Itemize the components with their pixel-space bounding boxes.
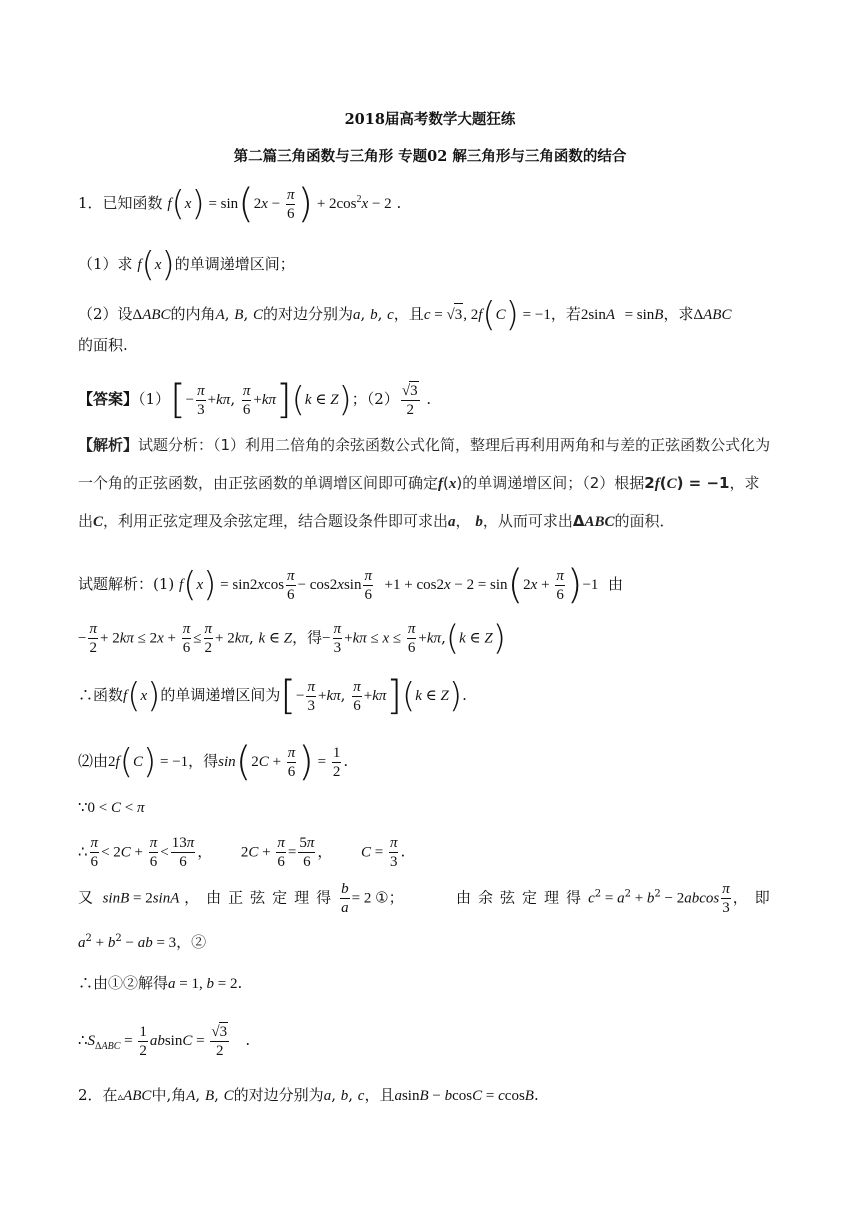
document-subtitle: 第二篇三角函数与三角形 专题02 解三角形与三角函数的结合	[233, 148, 627, 165]
answer-part-1: （1）	[138, 390, 171, 408]
solution-circle-2: ，②	[176, 933, 207, 951]
analysis-line-3: 出C，利用正弦定理及余弦定理，结合题设条件即可求出a， b，从而可求出ΔABC的面积．	[78, 512, 675, 530]
q1-prefix: （1）求	[78, 255, 133, 273]
analysis-label: 【解析】	[78, 436, 139, 454]
problem-2-text-d: ，且	[364, 1086, 395, 1104]
problem-2-text-b: 中,角	[151, 1086, 187, 1104]
solution-line-9: ∴由①②解得a = 1, b = 2.	[78, 974, 243, 992]
problem-1-question-2-end: 的面积.	[78, 336, 128, 354]
analysis-text-3b: ，利用正弦定理及余弦定理，结合题设条件即可求出	[103, 512, 449, 530]
solution-intro: 试题解析：(1)	[78, 575, 175, 593]
solution-hanshu-mid: 的单调递增区间为	[160, 686, 281, 704]
solution-line-5: ∵0 < C < π	[78, 798, 145, 816]
solution-line-3: ∴函数f(x)的单调递增区间为[− $\frac{\pi}{3}$ +kπ, $\frac{\pi}{6}$ +kπ](k ∈ Z).	[78, 673, 467, 719]
problem-1-number: 1．	[78, 194, 103, 212]
problem-2-text-c: 的对边分别为	[233, 1086, 324, 1104]
solution-you: 由	[607, 575, 623, 593]
q2-text-5: ，求	[663, 305, 694, 323]
solution-ji: ，即	[732, 888, 777, 907]
solution-yuxian: 由余弦定理得	[456, 888, 589, 907]
solution-jiede-prefix: ∴由①②解得	[78, 974, 169, 992]
solution-line-4: ⑵由2f(C) = −1，得sin(2C + $\frac{\pi}{6}$ ) = $\frac{1}{2}$ .	[78, 739, 349, 785]
answer-label: 【答案】	[78, 390, 139, 408]
problem-2-statement: 2．在▵ABC中,角A, B, C的对边分别为a, b, c，且asinB − bcosC = ccosB.	[78, 1086, 539, 1104]
solution-line-7: 又 sinB = 2sinA ，由正弦定理得 $\frac{b}{a}$ = 2 ①； 由余弦定理得$c^2 = a^2 + b^2 - 2abcos$ $\frac{\pi}{3}$ ，即	[78, 881, 777, 916]
solution-part2-mid: ，得	[188, 752, 219, 770]
solution-part2-prefix: ⑵由	[78, 752, 109, 770]
analysis-line-2: 一个角的正弦函数，由正弦函数的单调增区间即可确定f(x)的单调递增区间；（2）根据2f(C) = −1，求	[78, 474, 760, 492]
answer-part-2: ；（2）	[351, 390, 399, 408]
solution-zhengxian: ，由正弦定理得	[184, 888, 339, 907]
problem-1-question-2: （2）设ΔABC的内角A, B, C的对边分别为a, b, c，且c = √3, 2f(C) = −1，若2sinA = sinB，求ΔABC	[78, 295, 732, 335]
q2-text-4: ，若	[550, 305, 581, 323]
analysis-text-3d: 的面积．	[614, 512, 675, 530]
analysis-text-2c: ，求	[729, 474, 760, 492]
problem-2-text-a: 在	[102, 1086, 118, 1104]
answer-line: 【答案】（1）[− $\frac{\pi}{3}$ +kπ, $\frac{\pi}{6}$ +kπ](k ∈ Z)；（2） $\frac{√3}{2}$ .	[78, 377, 432, 423]
q2-prefix: （2）设	[78, 305, 133, 323]
q2-text-2: 的对边分别为	[263, 305, 354, 323]
solution-circle-1: ①；	[375, 888, 404, 907]
problem-2-number: 2．	[78, 1086, 103, 1104]
solution-de: ，得	[292, 628, 323, 647]
document-title: 2018届高考数学大题狂练	[344, 111, 516, 128]
problem-1-text: 已知函数	[102, 194, 163, 212]
analysis-text-3c: ，从而可求出	[482, 512, 573, 530]
solution-period: .	[237, 974, 243, 992]
solution-hanshu-prefix: ∴函数	[78, 686, 124, 704]
q2-text-1: 的内角	[170, 305, 216, 323]
therefore-symbol: ∴	[78, 842, 88, 861]
solution-line-10: $\therefore S_{\Delta ABC}$ = $\frac{1}{2}$ absinC = $\frac{√3}{2}$ .	[78, 1023, 251, 1059]
analysis-text-2a: 一个角的正弦函数，由正弦函数的单调增区间即可确定	[78, 474, 439, 492]
because-symbol: ∵	[78, 798, 88, 816]
analysis-text-2b: 的单调递增区间；（2）根据	[462, 474, 645, 492]
solution-you2: 又	[78, 888, 94, 907]
analysis-text-3a: 出	[78, 512, 94, 530]
analysis-line-1	[78, 427, 800, 463]
analysis-text-1: 试题分析：（1）利用二倍角的余弦函数公式化简，整理后再利用两角和与差的正弦函数公式化为	[138, 436, 771, 454]
solution-line-8: $a^2 + b^2$ − ab = 3，②	[78, 933, 207, 951]
solution-line-2: − $\frac{\pi}{2}$ + 2kπ ≤ 2x + $\frac{\pi}{6}$ ≤ $\frac{\pi}{2}$ + 2kπ, k ∈ Z，得− $\frac{\pi}{3}$ +kπ ≤ x ≤ $\frac{\pi}{6}$ +kπ,(k ∈ Z)	[78, 618, 507, 659]
q2-text-3: ，且	[393, 305, 424, 323]
problem-1-question-1: （1）求 f(x)的单调递增区间；	[78, 245, 295, 285]
solution-line-1: 试题解析：(1) f(x) = sin2xcos $\frac{\pi}{6}$ − cos2xsin $\frac{\pi}{6}$ +1 + cos2x − 2 = sin(2x + $\frac{\pi}{6}$ )−1 由	[78, 562, 623, 608]
problem-1-statement: 1．已知函数 f(x) = sin(2x − $\frac{\pi}{6}$ ) + $2\cos^2x - 2$ .	[78, 181, 402, 227]
therefore-symbol-2: ∴	[78, 1031, 88, 1049]
q1-suffix: 的单调递增区间；	[174, 255, 295, 273]
solution-line-6: ∴ $\frac{\pi}{6}$ < 2C + $\frac{\pi}{6}$ < $\frac{13\pi}{6}$ ， 2C + $\frac{\pi}{6}$ = $\frac{5\pi}{6}$ ， C = $\frac{\pi}{3}$ .	[78, 835, 406, 870]
